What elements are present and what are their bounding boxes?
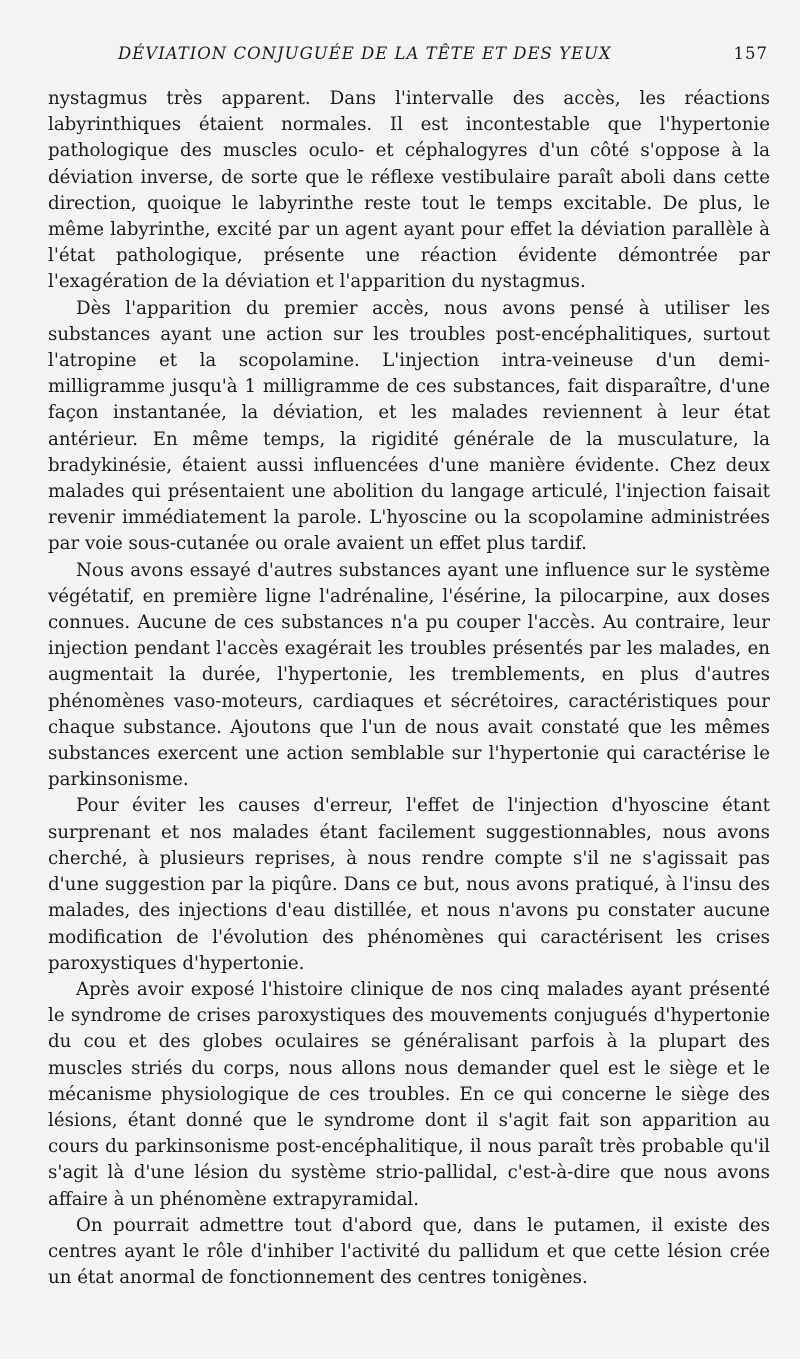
body-text — [48, 86, 770, 1291]
paragraph: On pourrait admettre tout d'abord que, dans le putamen, il existe des centres ayant le rôle d'inhiber l'activité du pallidum et que cette lésion crée un état anormal de fonctionnement des centres tonigènes. — [48, 1214, 770, 1289]
page-number: 157 — [733, 44, 768, 63]
paragraph: Nous avons essayé d'autres substances ayant une influence sur le système végétatif, en première ligne l'adrénaline, l'ésérine, la pilocarpine, aux doses connues. Aucune de ces substances n'a pu couper l'accès. Au contraire, leur injection pendant l'accès exagérait les troubles présentés par les malades, en augmentait la durée, l'hypertonie, les tremblements, en plus d'autres phénomènes vaso-moteurs, cardiaques et sécrétoires, caractéristiques pour chaque substance. Ajoutons que l'un de nous avait constaté que les mêmes substances exercent une action semblable sur l'hypertonie qui caractérise le parkinsonisme. — [48, 559, 770, 791]
paragraph: Après avoir exposé l'histoire clinique de nos cinq malades ayant présenté le syndrome de crises paroxystiques des mouvements conjugués d'hypertonie du cou et des globes oculaires se généralisant parfois à la plupart des muscles striés du corps, nous allons nous demander quel est le siège et le mécanisme physiologique de ces troubles. En ce qui concerne le siège des lésions, étant donné que le syndrome dont il s'agit fait son apparition au cours du parkinsonisme post-encéphalitique, il nous paraît très probable qu'il s'agit là d'une lésion du système strio-pallidal, c'est-à-dire que nous avons affaire à un phénomène extrapyramidal. — [48, 978, 770, 1210]
paragraph: nystagmus très apparent. Dans l'intervalle des accès, les réactions labyrinthiques étaient normales. Il est incontestable que l'hypertonie pathologique des muscles oculo- et céphalogyres d'un côté s'oppose à la déviation inverse, de sorte que le réflexe vestibulaire paraît aboli dans cette direction, quoique le labyrinthe reste tout le temps excitable. De plus, le même labyrinthe, excité par un agent ayant pour effet la déviation parallèle à l'état pathologique, présente une réaction évidente démontrée par l'exagération de la déviation et l'apparition du nystagmus. — [48, 88, 770, 293]
running-title: DÉVIATION CONJUGUÉE DE LA TÊTE ET DES YEUX — [118, 44, 612, 63]
paragraph: Dès l'apparition du premier accès, nous avons pensé à utiliser les substances ayant une action sur les troubles post-encéphalitiques, surtout l'atropine et la scopolamine. L'injection intra-veineuse d'un demi-milligramme jusqu'à 1 milligramme de ces substances, fait disparaître, d'une façon instantanée, la déviation, et les malades reviennent à leur état antérieur. En même temps, la rigidité générale de la musculature, la bradykinésie, étaient aussi influencées d'une manière évidente. Chez deux malades qui présentaient une abolition du langage articulé, l'injection faisait revenir immédiatement la parole. L'hyoscine ou la scopolamine administrées par voie sous-cutanée ou orale avaient un effet plus tardif. — [48, 297, 770, 555]
paragraph: Pour éviter les causes d'erreur, l'effet de l'injection d'hyoscine étant surprenant et nos malades étant facilement suggestionnables, nous avons cherché, à plusieurs reprises, à nous rendre compte s'il ne s'agissait pas d'une suggestion par la piqûre. Dans ce but, nous avons pratiqué, à l'insu des malades, des injections d'eau distillée, et nous n'avons pu constater aucune modification de l'évolution des phénomènes qui caractérisent les crises paroxystiques d'hypertonie. — [48, 795, 770, 974]
